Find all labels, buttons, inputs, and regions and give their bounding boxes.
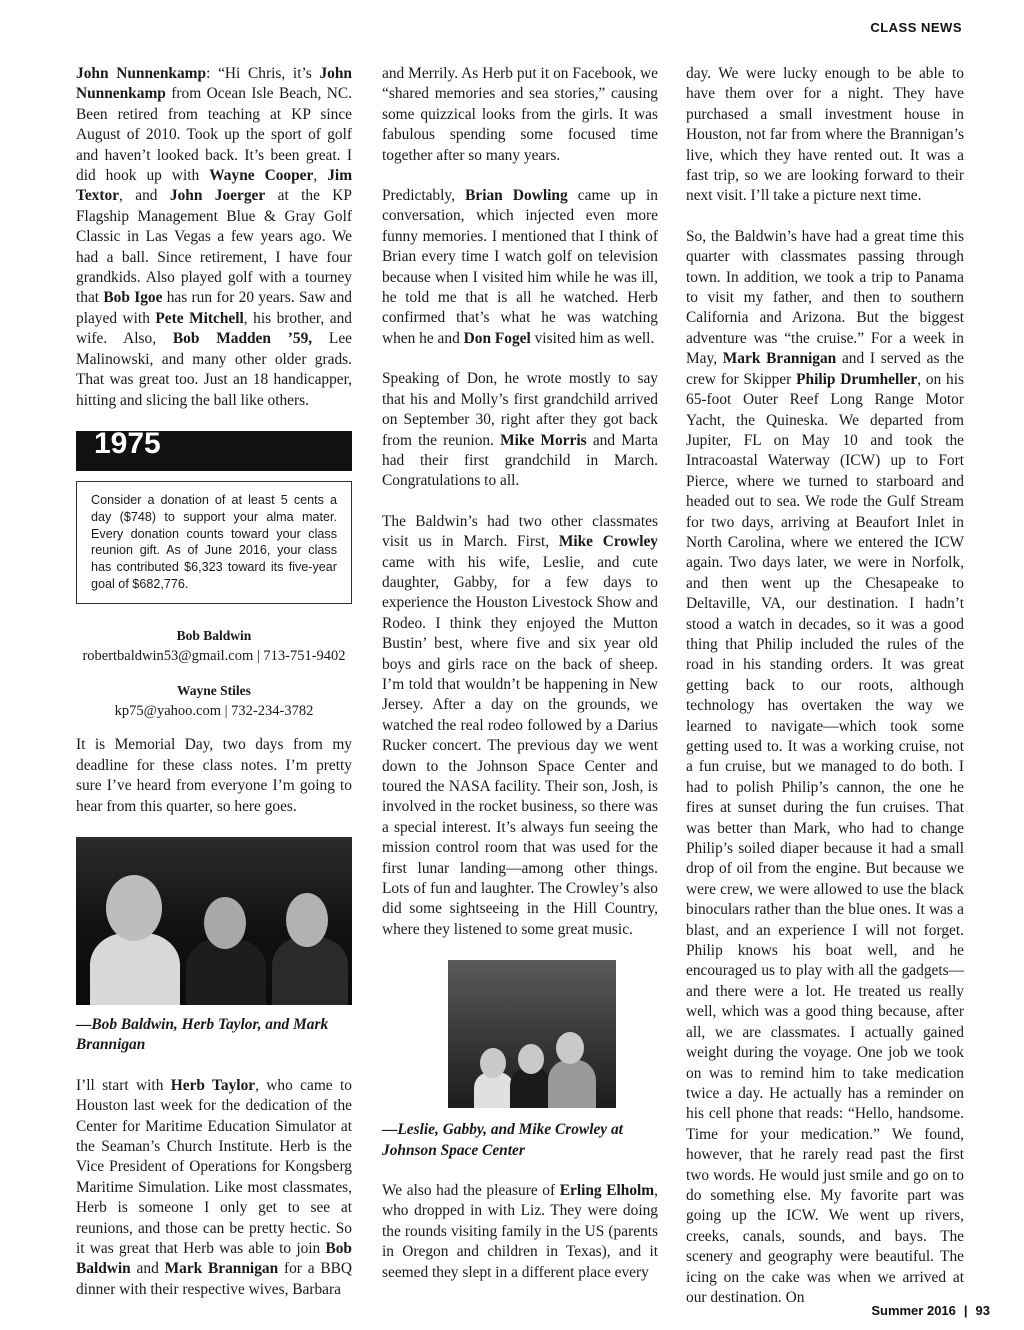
photo-caption: —Leslie, Gabby, and Mike Crowley at Johnson Space Center bbox=[382, 1121, 623, 1159]
paragraph bbox=[686, 64, 964, 207]
contact-wayne-stiles bbox=[76, 681, 352, 722]
classmate-name: Bob Igoe bbox=[103, 289, 163, 307]
paragraph bbox=[76, 735, 352, 817]
text-run: came up in conversation, which injected even more funny memories. I mentioned that I think of Brian every time I watch golf on television because when I visited him while he was ill, he told me that is all he watched. Herb confirmed that’s what he was watching when he and bbox=[382, 187, 658, 347]
classmate-name: Don Fogel bbox=[463, 329, 531, 347]
paragraph bbox=[76, 64, 352, 411]
classmate-name: John Nunnenkamp bbox=[76, 65, 352, 103]
photo-caption: —Bob Baldwin, Herb Taylor, and Mark Brannigan bbox=[76, 1015, 329, 1054]
text-run: I’ll start with bbox=[76, 1076, 171, 1094]
text-run: , who came to Houston last week for the dedication of the Center for Maritime Education Simulator at the Seaman’s Church Institute. Herb is the Vice President of Operations for Kongsberg Maritime Simulation. Like most classmates, Herb is someone I only get to see at reunions, and those can be pretty hectic. So it was great that Herb was able to join bbox=[76, 1076, 352, 1257]
text-run: We also had the pleasure of bbox=[382, 1182, 560, 1200]
classmate-name: Bob Baldwin bbox=[76, 1240, 352, 1278]
classmate-name: Mike Morris bbox=[500, 431, 587, 449]
text-run: Lee Malinowski, and many other older grads. That was great too. Just an 18 handicapper, hitting and slicing the ball like others. bbox=[76, 330, 352, 409]
text-run: Predictably, bbox=[382, 187, 466, 205]
text-run: So, the Baldwin’s have had a great time this quarter with classmates passing through town. In addition, we took a trip to Panama to visit my father, and then to southern California and Arizona. But the biggest adventure was “the cruise.” For a week in May, bbox=[686, 227, 964, 368]
classmate-name: Erling Elholm bbox=[559, 1182, 655, 1200]
contact-name: Wayne Stiles bbox=[177, 682, 251, 698]
section-header: CLASS NEWS bbox=[870, 20, 962, 35]
photo-crowley-family bbox=[448, 960, 616, 1108]
text-run: for a BBQ dinner with their respective wives, Barbara bbox=[76, 1260, 352, 1298]
contact-bob-baldwin bbox=[76, 626, 352, 667]
contact-info: robertbaldwin53@gmail.com | 713-751-9402 bbox=[82, 648, 346, 665]
paragraph bbox=[382, 64, 658, 166]
classmate-name: Mark Brannigan bbox=[164, 1260, 279, 1278]
photo-three-classmates bbox=[76, 837, 352, 1005]
classmate-name: Wayne Cooper bbox=[209, 167, 314, 185]
text-run: and bbox=[130, 1260, 165, 1278]
classmate-name: John Nunnenkamp bbox=[76, 65, 207, 82]
text-run: The Baldwin’s had two other classmates visit us in March. First, bbox=[382, 512, 658, 551]
text-run: and Marta had their first grandchild in March. Congratulations to all. bbox=[382, 431, 658, 490]
footer-separator: | bbox=[963, 1303, 968, 1318]
text-run: came with his wife, Leslie, and cute daughter, Gabby, for a few days to experience the Houston Livestock Show and Rodeo. I think they enjoyed the Mutton Bustin’ best, where five and six year old boys and girls race on the back of sheep. I’m told that wouldn’t be happening in New Jersey. After a day on the grounds, we watched the real rodeo followed by a Darius Rucker concert. The previous day we went down to the Johnson Space Center and toured the NASA facility. Their son, Josh, is involved in the rocket business, so there was a special interest. It’s always fun seeing the mission control room that was used for the first lunar landing—among other things. Lots of fun and laughter. The Crowley’s also did some sightseeing in the Hill Country, where they listened to some great music. bbox=[382, 553, 658, 938]
text-run: , who dropped in with Liz. They were doing the rounds visiting family in the US (parents in Oregon and children in Texas), and it seemed they slept in a different place every bbox=[382, 1182, 658, 1281]
class-year: 1975 bbox=[94, 426, 161, 460]
classmate-name: Jim Textor bbox=[76, 167, 353, 205]
paragraph bbox=[382, 369, 658, 491]
text-run: , his brother, and wife. Also, bbox=[76, 309, 352, 348]
classmate-name: Herb Taylor bbox=[170, 1076, 256, 1094]
page-number: 93 bbox=[975, 1303, 990, 1318]
classmate-name: Philip Drumheller bbox=[796, 370, 918, 388]
page-footer bbox=[871, 1303, 990, 1318]
text-run: visited him as well. bbox=[530, 329, 655, 347]
column-2 bbox=[382, 64, 658, 1303]
text-run: , on his 65-foot Outer Reef Long Range Motor Yacht, the Quineska. We departed from Jupiter, FL on May 10 and took the Intracoastal Waterway (ICW) up to Fort Pierce, where we turned to starboard and headed out to sea. We rode the Gulf Stream for two days, arriving at Beaufort Inlet in North Carolina, where we entered the ICW again. Two days later, we were in Norfolk, and then went up the Chesapeake to Deltaville, VA, our destination. I hadn’t stood a watch in decades, so it was a good thing that Philip included the rules of the road in his standing orders. It was great getting back to our roots, although technology has overtaken the way we learned to navigate—which took some getting used to. It was a working cruise, not a fun cruise, but we managed to do both. I had to polish Philip’s cannon, the one he fires at sunset during the fun cruises. That was better than Mark, who had to change Philip’s soiled diaper because it had a small drop of oil from the engine. But because we were crew, we were allowed to use the black binoculars rather than the blue ones. It was a blast, and an experience I will not forget. Philip knows his boat well, and he encouraged us to play with all the gadgets—and there were a lot. He treated us really well, which was a good thing because, after all, we are classmates. I actually gained weight during the voyage. One job we took on was to remind him to take medication twice a day. He actually has a reminder on his cell phone that reads: “Hello, handsome. Time for your medication.” We found, however, that he rarely read past the first two words. He would just smile and go on to do something else. My favorite part was going up the ICW. We went up rivers, creeks, canals, sounds, and bays. The scenery and geography were beautiful. The icing on the cake was when we arrived at our destination. On bbox=[686, 370, 964, 1306]
contact-info: kp75@yahoo.com | 732-234-3782 bbox=[114, 702, 314, 719]
paragraph bbox=[686, 227, 964, 1309]
classmate-name: Pete Mitchell bbox=[155, 309, 244, 327]
classmate-name: Bob Madden ’59, bbox=[172, 330, 313, 348]
donation-box: Consider a donation of at least 5 cents a day ($748) to support your alma mater. Every donation counts toward your class reunion gift. As of June 2016, your class has contributed $6,323 toward its five-year goal of $682,776. bbox=[76, 481, 352, 604]
paragraph bbox=[382, 512, 658, 941]
text-run: and I served as the crew for Skipper bbox=[686, 350, 964, 388]
classmate-name: John Joerger bbox=[169, 187, 266, 205]
paragraph bbox=[382, 186, 658, 349]
class-year-banner bbox=[76, 426, 352, 471]
text-run: day. We were lucky enough to be able to have them over for a night. They have purchased a small investment house in Houston, not far from where the Brannigan’s live, which they have rented out. It was a fast trip, so we are looking forward to their next visit. I’ll take a picture next time. bbox=[686, 65, 964, 205]
classmate-name: Brian Dowling bbox=[465, 187, 568, 205]
text-run: : “Hi Chris, it’s bbox=[206, 65, 320, 82]
text-run: It is Memorial Day, two days from my deadline for these class notes. I’m pretty sure I’ve heard from everyone I’m going to hear from this quarter, so here goes. bbox=[76, 736, 352, 815]
text-run: Speaking of Don, he wrote mostly to say that his and Molly’s first grandchild arrived on September 30, right after they got back from the reunion. bbox=[382, 370, 658, 449]
column-1 bbox=[76, 64, 352, 1320]
text-run: , bbox=[313, 167, 328, 185]
paragraph bbox=[76, 1076, 352, 1300]
text-run: at the KP Flagship Management Blue & Gray Golf Classic in Las Vegas a few years ago. We had a ball. Since retirement, I have four grandkids. Also played golf with a tourney that bbox=[76, 187, 352, 307]
classmate-name: Mike Crowley bbox=[558, 533, 658, 551]
column-3 bbox=[686, 64, 964, 1328]
contact-name: Bob Baldwin bbox=[176, 627, 252, 643]
paragraph bbox=[382, 1181, 658, 1283]
text-run: has run for 20 years. Saw and played with bbox=[76, 289, 352, 327]
text-run: from Ocean Isle Beach, NC. Been retired from teaching at KP since August of 2010. Took up the sport of golf and haven’t looked back. It’s been great. I did hook up with bbox=[76, 85, 352, 185]
text-run: and Merrily. As Herb put it on Facebook, we “shared memories and sea stories,” causing some quizzical looks from the girls. It was fabulous spending some focused time together after so many years. bbox=[382, 65, 658, 164]
issue-label: Summer 2016 bbox=[871, 1303, 956, 1318]
text-run: , and bbox=[119, 187, 170, 205]
classmate-name: Mark Brannigan bbox=[722, 350, 837, 368]
